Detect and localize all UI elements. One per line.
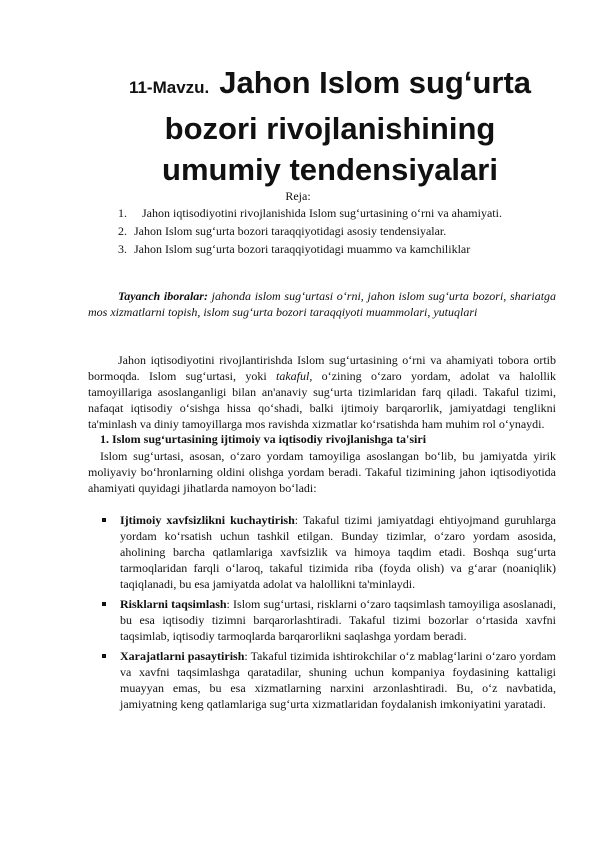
title-text-1: Jahon Islom sugʻurta: [219, 65, 532, 100]
plan-item-number: 1.: [118, 206, 127, 220]
intro-text-part2: , oʻzining oʻzaro yordam, adolat va halollik tamoyillariga asoslanganligi bilan an'anaviy sugʻurta tizimlaridan farq qiladi. Takaful tizimi, nafaqat iqtisodiy oʻsishga hissa qoʻshadi, balki ijtimoiy barqarorlik, jamiyatdagi tenglikni ta'minlash va diniy tamoyillarga mos ravishda xizmatlar koʻrsatishda ham muhim rol oʻynaydi.: [88, 369, 556, 431]
plan-item-text: Jahon iqtisodiyotini rivojlanishida Islom sugʻurtasining oʻrni va ahamiyati.: [142, 206, 502, 220]
title-line-3: umumiy tendensiyalari: [162, 152, 498, 187]
bullet-term: Xarajatlarni pasaytirish: [120, 649, 245, 663]
intro-paragraph: [88, 352, 556, 432]
bullet-term: Risklarni taqsimlash: [120, 597, 227, 611]
plan-item: [118, 223, 558, 239]
section-paragraph: Islom sugʻurtasi, asosan, oʻzaro yordam tamoyiliga asoslangan boʻlib, bu jamiyatda yirik moliyaviy boʻhronlarning oldini olishga yordam beradi. Takaful tizimining jahon iqtisodiyotida ahamiyati quyidagi jihatlarda namoyon boʻladi:: [88, 449, 556, 495]
bullet-item: [100, 648, 556, 712]
bullet-marker-icon: [102, 518, 106, 522]
bullet-item: [100, 596, 556, 644]
bullet-text: : Takaful tizimi jamiyatdagi ehtiyojmand guruhlarga yordam koʻrsatish uchun tashkil etilgan. Bunday tizimlar, oʻzaro yordam asosida, aholining barcha qatlamlariga xavfsizlik va himoya taqdim etadi. Boshqa sugʻurta tarmoqlaridan farqli oʻlaroq, takaful tizimida riba (foyda olish) va gʻarar (noaniqlik) taqiqlanadi, bu esa jamiyatda adolat va halollikni ta'minlaydi.: [120, 513, 556, 591]
bullet-marker-icon: [102, 654, 106, 658]
plan-item: [118, 205, 558, 221]
document-title: [100, 62, 560, 190]
keywords-text: jahonda islom sugʻurtasi oʻrni, jahon islom sugʻurta bozori, shariatga mos xizmatlarni topish, islom sugʻurta bozori taraqqiyoti muammolari, yutuqlari: [88, 289, 557, 319]
plan-label: Reja:: [285, 189, 311, 203]
plan-item-text: Jahon Islom sugʻurta bozori taraqqiyotidagi asosiy tendensiyalar.: [134, 224, 447, 238]
plan-list: [118, 205, 558, 259]
plan-item-number: 2.: [118, 224, 127, 238]
intro-text-part1: Jahon iqtisodiyotini rivojlantirishda Islom sugʻurtasining oʻrni va ahamiyati tobora ortib bormoqda. Islom sugʻurtasi, yoki: [88, 353, 556, 383]
intro-italic-term: takaful: [276, 369, 310, 383]
title-line-2: bozori rivojlanishining: [164, 111, 496, 146]
plan-item-number: 3.: [118, 242, 127, 256]
bullet-term: Ijtimoiy xavfsizlikni kuchaytirish: [120, 513, 295, 527]
plan-item: [118, 241, 558, 257]
bullet-list: [100, 512, 556, 716]
bullet-text: : Takaful tizimida ishtirokchilar oʻz mablagʻlarini oʻzaro yordam va xavfni taqsimlashga qaratadilar, shuning uchun kompaniya foydasining kattaligi muayyan emas, bu esa xizmatlarning narxini arzonlashtiradi. Bu, oʻz navbatida, jamiyatning keng qatlamlariga sugʻurta xizmatlaridan foydalanish imkoniyatini yaratadi.: [120, 649, 556, 711]
bullet-text: : Islom sugʻurtasi, risklarni oʻzaro taqsimlash tamoyiliga asoslanadi, bu esa iqtisodiy tizimni barqarorlashtiradi. Takaful tizimi bozorlar oʻrtasida xavfni taqsimlab, iqtisodiy tarmoqlarda barqarorlikni saqlashga yordam beradi.: [120, 597, 556, 643]
bullet-item: [100, 512, 556, 592]
keywords-paragraph: [88, 288, 556, 320]
keywords-label: Tayanch iboralar:: [118, 289, 208, 303]
bullet-marker-icon: [102, 602, 106, 606]
section-heading: 1. Islom sugʻurtasining ijtimoiy va iqtisodiy rivojlanishga ta'siri: [100, 432, 427, 446]
lesson-number: 11-Mavzu.: [128, 78, 210, 97]
title-line-1: [100, 62, 560, 108]
plan-item-text: Jahon Islom sugʻurta bozori taraqqiyotidagi muammo va kamchiliklar: [134, 242, 471, 256]
